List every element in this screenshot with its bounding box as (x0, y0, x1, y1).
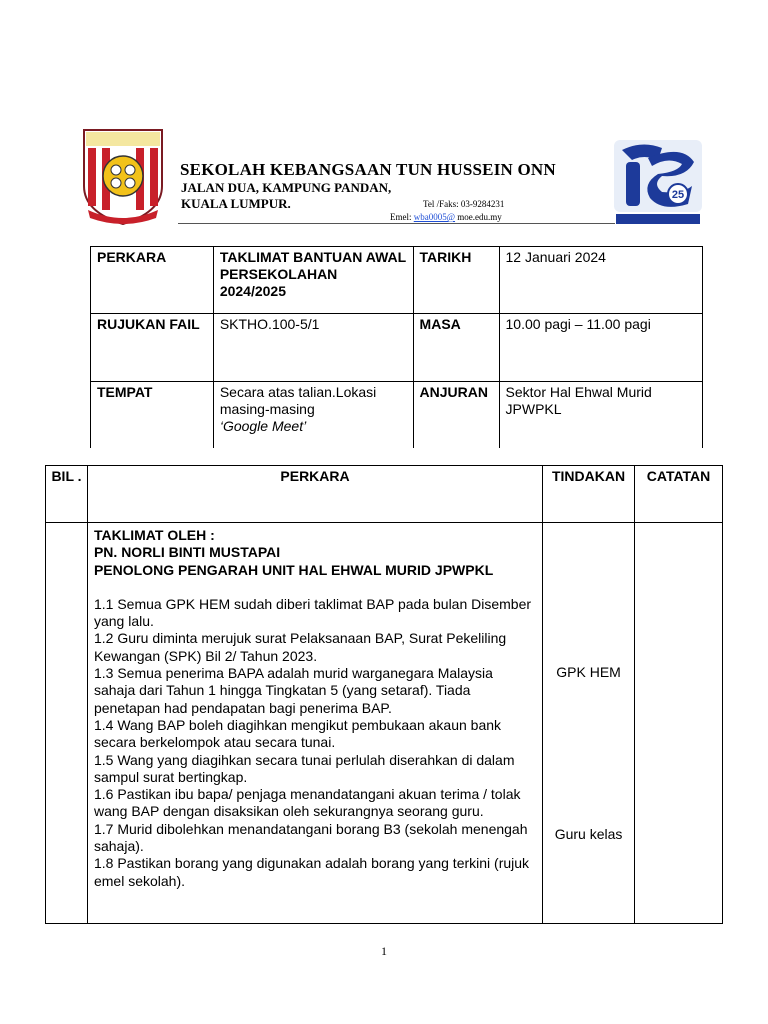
tempat-value-line2: ‘Google Meet’ (219, 418, 307, 434)
info-row-perkara (91, 247, 703, 314)
meeting-info-table (90, 246, 703, 448)
item-1-2: 1.2 Guru diminta merujuk surat Pelaksanaan BAP, Surat Pekeliling Kewangan (SPK) Bil 2/ Tahun 2023. (93, 630, 507, 664)
school-crest-logo (78, 126, 168, 226)
letterhead-divider (178, 223, 615, 224)
minutes-row-1 (46, 523, 723, 924)
perkara-value: TAKLIMAT BANTUAN AWAL PERSEKOLAHAN 2024/2025 (213, 247, 413, 314)
tindakan-guru-kelas: Guru kelas (554, 826, 623, 842)
tempat-label: TEMPAT (91, 382, 214, 449)
info-row-tempat (91, 382, 703, 449)
briefing-heading-2: PN. NORLI BINTI MUSTAPAI (93, 544, 281, 561)
briefing-heading-3: PENOLONG PENGARAH UNIT HAL EHWAL MURID JPWPKL (93, 561, 494, 578)
tindakan-gpk-hem: GPK HEM (556, 664, 621, 680)
minutes-table (45, 465, 723, 924)
anjuran-label: ANJURAN (413, 382, 499, 449)
item-1-4: 1.4 Wang BAP boleh diagihkan mengikut pembukaan akaun bank secara berkelompok atau secara tunai. (93, 716, 502, 751)
masa-label: MASA (413, 314, 499, 382)
bil-cell (46, 523, 88, 924)
tarikh-value: 12 Januari 2024 (499, 247, 702, 314)
item-1-1: 1.1 Semua GPK HEM sudah diberi taklimat BAP pada bulan Disember yang lalu. (93, 595, 532, 630)
masa-value: 10.00 pagi – 11.00 pagi (499, 314, 702, 382)
email-link[interactable]: wba0005@ (413, 212, 456, 222)
header-bil: BIL . (46, 466, 88, 523)
email-domain: moe.edu.my (455, 212, 502, 222)
rujukan-value: SKTHO.100-5/1 (213, 314, 413, 382)
item-1-8: 1.8 Pastikan borang yang digunakan adalah borang yang terkini (rujuk emel sekolah). (93, 855, 530, 889)
perkara-cell (87, 523, 542, 924)
tempat-value-line1: Secara atas talian.Lokasi masing-masing (219, 384, 377, 417)
anjuran-value: Sektor Hal Ehwal Murid JPWPKL (499, 382, 702, 449)
school-name: SEKOLAH KEBANGSAAN TUN HUSSEIN ONN (180, 160, 556, 179)
logo-number: 25 (671, 189, 685, 201)
header-tindakan: TINDAKAN (543, 466, 635, 523)
email-line (390, 212, 502, 222)
tel-fax: Tel /Faks: 03-9284231 (423, 199, 505, 209)
header-catatan: CATATAN (635, 466, 723, 523)
perkara-label: PERKARA (91, 247, 214, 314)
item-1-5: 1.5 Wang yang diagihkan secara tunai perlulah diserahkan di dalam sampul surat bertingkap. (93, 751, 515, 785)
minutes-header-row (46, 466, 723, 523)
item-1-6: 1.6 Pastikan ibu bapa/ penjaga menandatangani akuan terima / tolak wang BAP dengan disaksikan oleh sekurangnya seorang guru. (93, 786, 521, 820)
tarikh-label: TARIKH (413, 247, 499, 314)
item-1-7: 1.7 Murid dibolehkan menandatangani borang B3 (sekolah menengah sahaja). (93, 820, 528, 855)
header-perkara: PERKARA (87, 466, 542, 523)
anniversary-25-logo (612, 138, 704, 228)
page-number: 1 (381, 944, 387, 958)
tempat-value (213, 382, 413, 449)
address-line-1: JALAN DUA, KAMPUNG PANDAN, (181, 180, 392, 195)
info-row-rujukan (91, 314, 703, 382)
tindakan-cell (543, 523, 635, 924)
catatan-cell (635, 523, 723, 924)
item-1-3: 1.3 Semua penerima BAPA adalah murid warganegara Malaysia sahaja dari Tahun 1 hingga Tingkatan 5 (yang setaraf). Tiada penetapan had pendapatan bagi penerima BAP. (93, 665, 493, 716)
email-label: Emel: (390, 212, 414, 222)
rujukan-label: RUJUKAN FAIL (91, 314, 214, 382)
briefing-heading-1: TAKLIMAT OLEH : (93, 527, 215, 543)
address-line-2: KUALA LUMPUR. (181, 196, 291, 211)
